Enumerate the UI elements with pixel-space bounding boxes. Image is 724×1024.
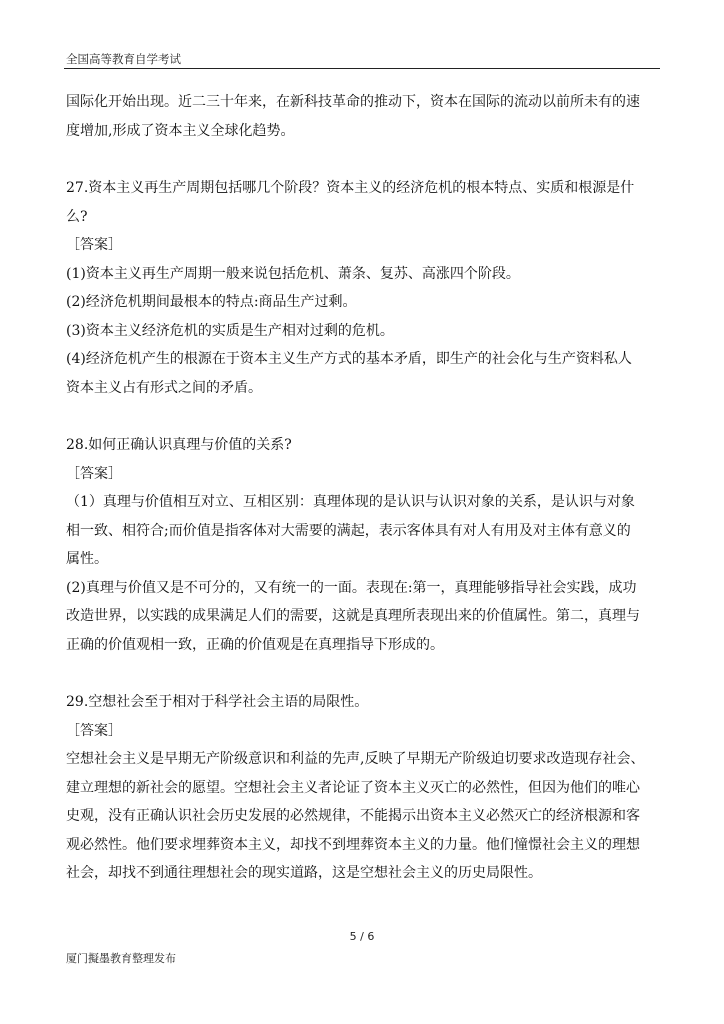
answer-line: (2)真理与价值又是不可分的，又有统一的一面。表现在:第一，真理能够指导社会实践，成功	[66, 579, 637, 596]
document-body	[66, 88, 660, 888]
question-28	[66, 431, 660, 659]
header-divider	[64, 68, 660, 69]
answer-line: 资本主义占有形式之间的矛盾。	[66, 379, 262, 396]
answer-line: 社会，却找不到通往理想社会的现实道路，这是空想社会主义的历史局限性。	[66, 865, 542, 881]
question-29	[66, 688, 660, 888]
footer-publisher: 厦门擬墨教育整理发布	[66, 952, 176, 965]
answer-line: 正确的价值观相一致，正确的价值观是在真理指导下形成的。	[66, 636, 444, 653]
answer-line: 观必然性。他们要求埋葬资本主义，却找不到埋葬资本主义的力量。他们憧憬社会主义的理想	[66, 836, 640, 853]
header-title: 全国高等教育自学考试	[66, 52, 181, 66]
text-line: 国际化开始出现。近二三十年来，在新科技革命的推动下，资本在国际的流动以前所未有的速	[66, 94, 640, 110]
answer-line: (4)经济危机产生的根源在于资本主义生产方式的基本矛盾，即生产的社会化与生产资料私人	[66, 351, 632, 367]
answer-line: (3)资本主义经济危机的实质是生产相对过剩的危机。	[66, 322, 394, 339]
question-27	[66, 174, 660, 402]
text-line: 度增加,形成了资本主义全球化趋势。	[66, 122, 295, 139]
question-line: 29.空想社会至于相对于科学社会主语的局限性。	[66, 694, 369, 710]
answer-line: 属性。	[66, 551, 108, 567]
answer-label: ［答案］	[66, 237, 122, 253]
question-line: 28.如何正确认识真理与价值的关系?	[66, 437, 292, 453]
answer-line: (2)经济危机期间最根本的特点:商品生产过剩。	[66, 294, 357, 310]
answer-line: 建立理想的新社会的愿望。空想社会主义者论证了资本主义灭亡的必然性，但因为他们的唯心	[66, 779, 640, 796]
intro-paragraph	[66, 88, 660, 145]
question-line: 么?	[66, 208, 88, 225]
answer-label: ［答案］	[66, 722, 122, 739]
question-line: 27.资本主义再生产周期包括哪几个阶段？资本主义的经济危机的根本特点、实质和根源是什	[66, 180, 635, 196]
answer-line: 相一致、相符合;而价值是指客体对大需要的满起，表示客体具有对人有用及对主体有意义的	[66, 522, 631, 539]
page-number: 5 / 6	[349, 930, 375, 943]
answer-line: （1）真理与价值相互对立、互相区别：真理体现的是认识与认识对象的关系，是认识与对象	[66, 494, 635, 510]
answer-line: 改造世界，以实践的成果满足人们的需要，这就是真理所表现出来的价值属性。第二，真理与	[66, 608, 640, 624]
answer-label: ［答案］	[66, 465, 122, 482]
answer-line: 空想社会主义是早期无产阶级意识和利益的先声,反映了早期无产阶级迫切要求改造现存社会、	[66, 751, 645, 767]
answer-line: (1)资本主义再生产周期一般来说包括危机、萧条、复苏、高涨四个阶段。	[66, 265, 520, 282]
answer-line: 史观，没有正确认识社会历史发展的必然规律，不能揭示出资本主义必然灭亡的经济根源和客	[66, 808, 640, 824]
